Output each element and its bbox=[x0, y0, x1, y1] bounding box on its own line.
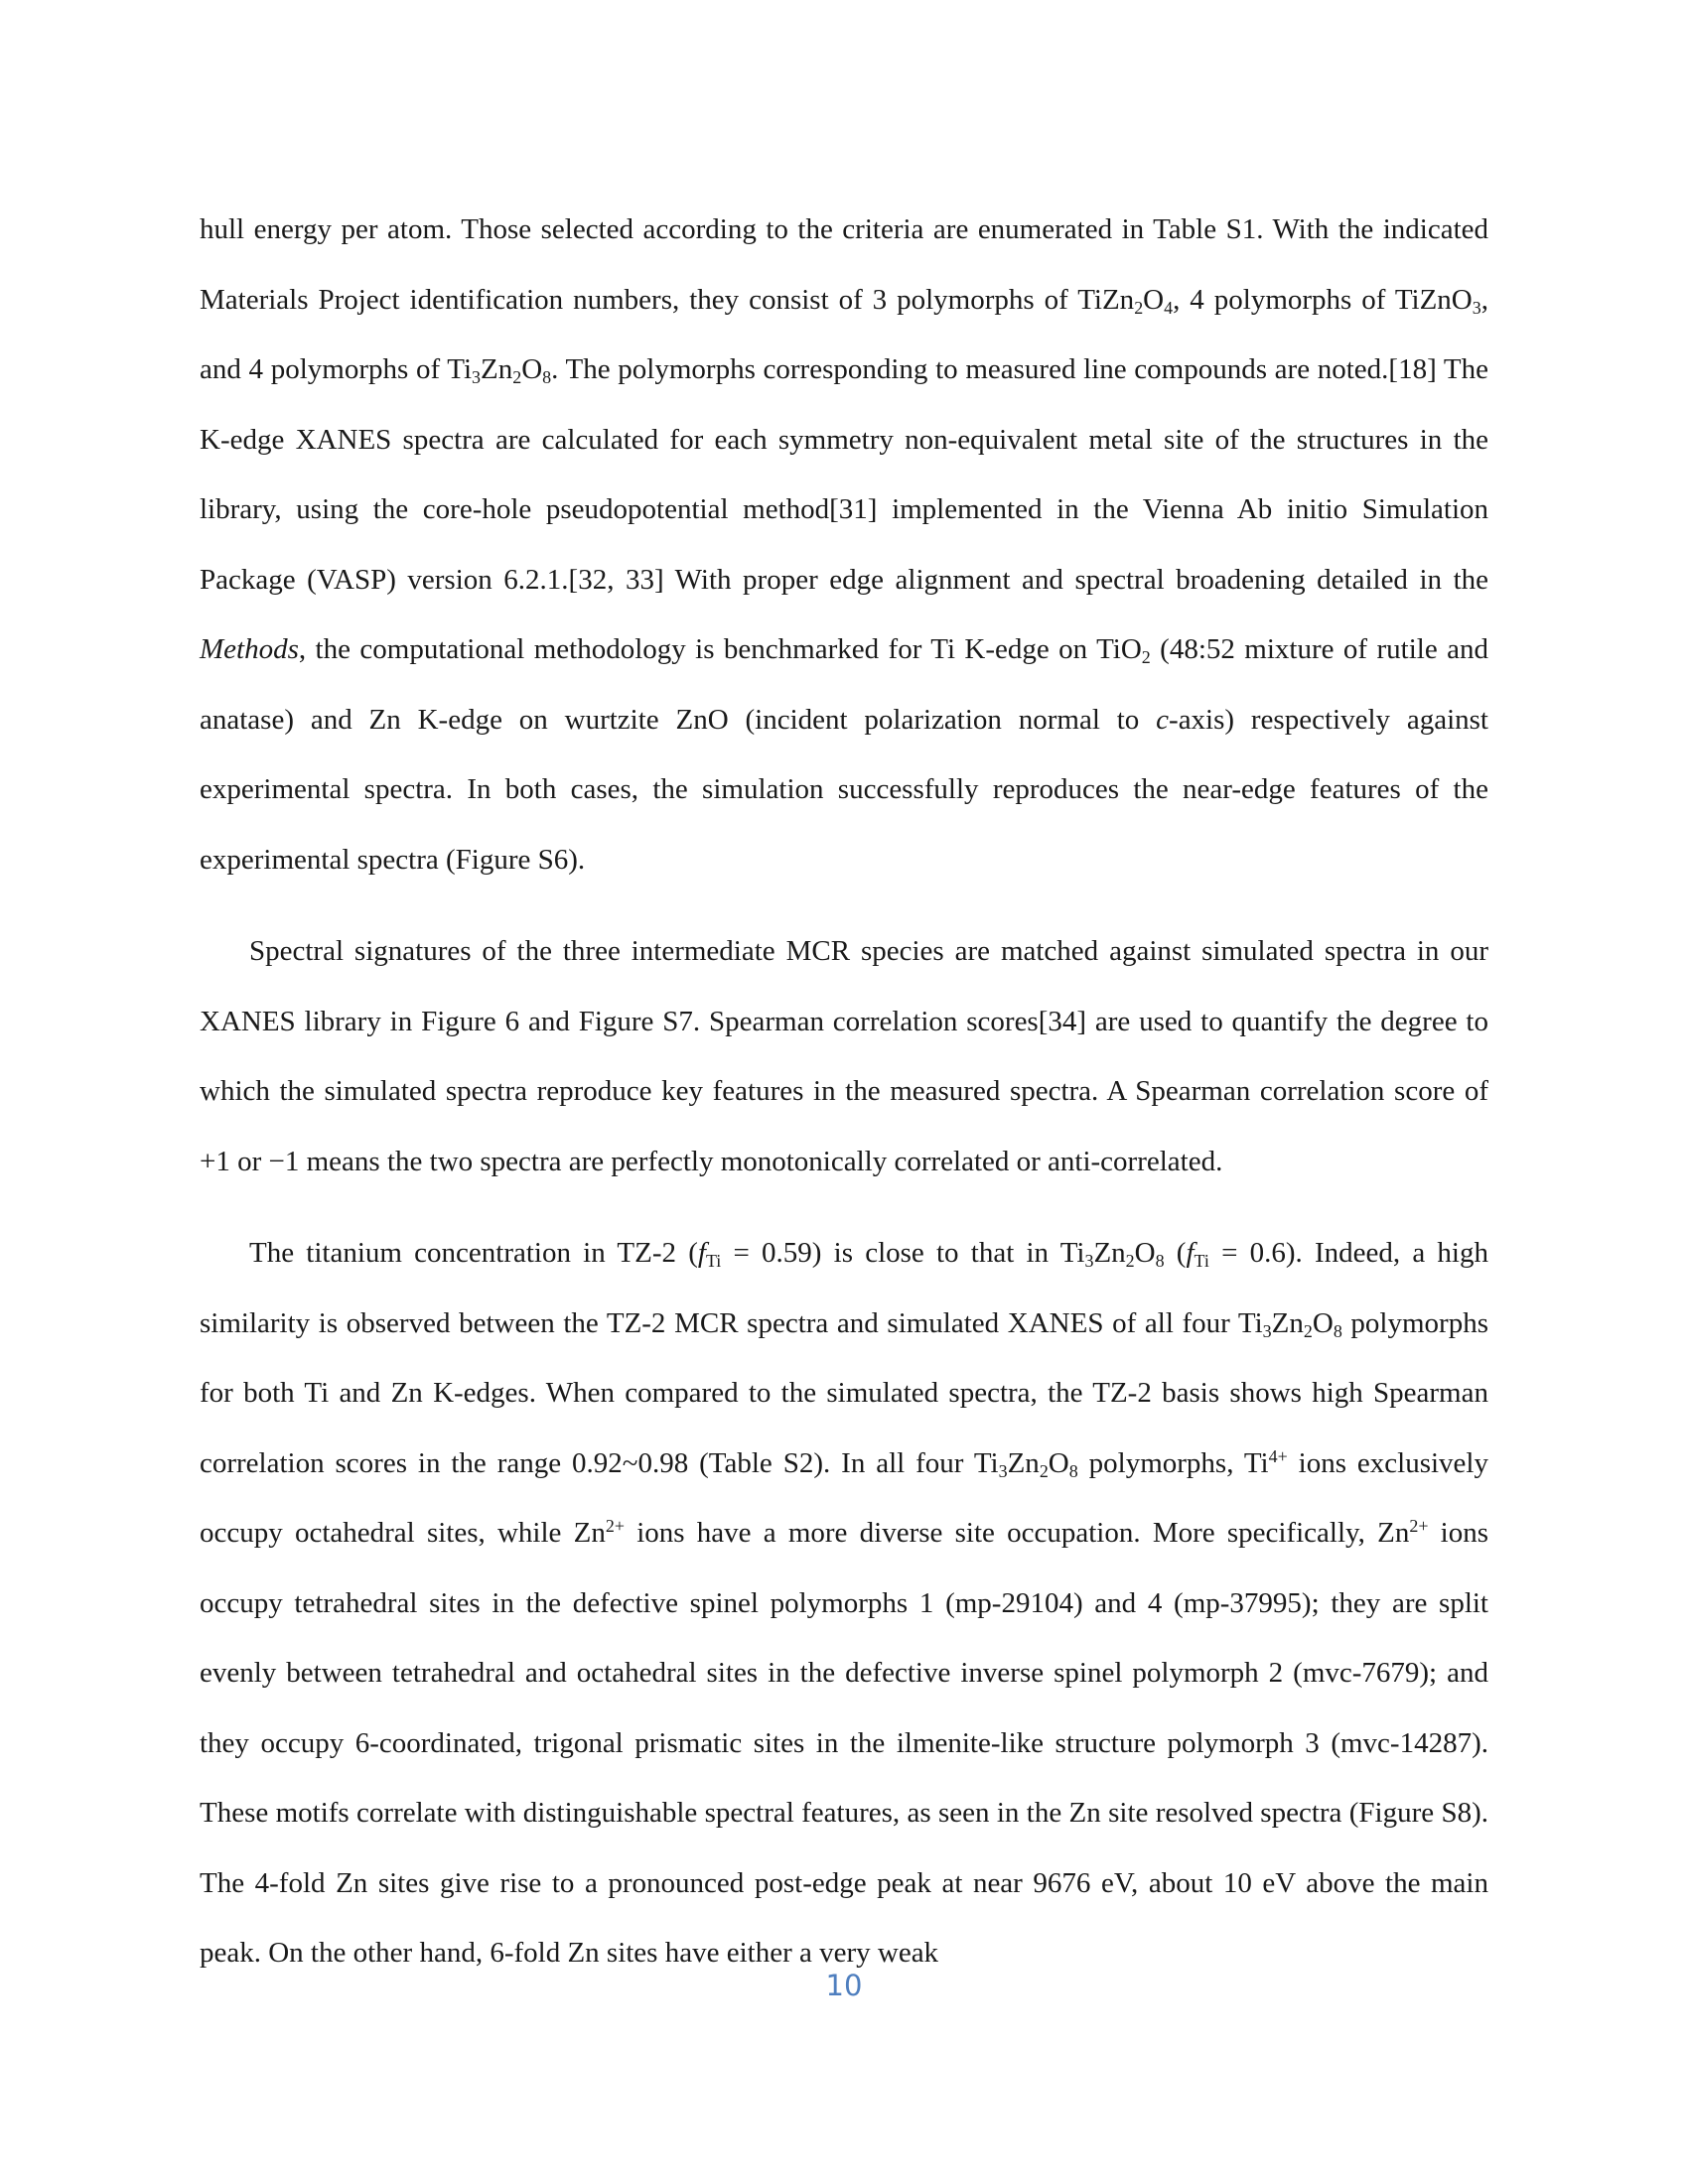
text-segment: 4 bbox=[1164, 297, 1174, 318]
text-segment: , 4 polymorphs of TiZnO bbox=[1173, 283, 1473, 316]
text-segment: = 0.59) is close to that in Ti bbox=[721, 1237, 1085, 1269]
text-segment: ions exclusively occupy octahedral sites, while Zn bbox=[200, 1446, 1488, 1549]
paragraph-1 bbox=[200, 195, 1488, 894]
text-segment: f bbox=[697, 1237, 706, 1269]
text-segment: 8 bbox=[542, 367, 552, 388]
text-segment: The titanium concentration in TZ-2 ( bbox=[249, 1237, 698, 1269]
text-segment: Zn bbox=[481, 353, 513, 385]
text-segment: 2 bbox=[1303, 1320, 1313, 1341]
text-segment: 3 bbox=[1472, 297, 1481, 318]
text-segment: 4+ bbox=[1268, 1445, 1288, 1466]
text-segment: O bbox=[1143, 283, 1165, 316]
text-segment: O bbox=[1134, 1237, 1156, 1269]
text-segment: 3 bbox=[1262, 1320, 1272, 1341]
text-segment: 2 bbox=[1125, 1251, 1135, 1272]
text-segment: ions occupy tetrahedral sites in the defective spinel polymorphs 1 (mp-29104) and 4 (mp-37995); they are split evenly between tetrahedral and octahedral sites in the defective inverse spinel polymorph 2 (mvc-7679); and they occupy 6-coordinated, trigonal prismatic sites in the ilmenite-like structure polymorph 3 (mvc-14287). These motifs correlate with distinguishable spectral features, as seen in the Zn site resolved spectra (Figure S8). The 4-fold Zn sites give rise to a pronounced post-edge peak at near 9676 eV, about 10 eV above the main peak. On the other hand, 6-fold Zn sites have either a very weak bbox=[200, 1517, 1489, 1969]
text-segment: , the computational methodology is benchmarked for Ti K-edge on TiO bbox=[298, 633, 1142, 665]
text-segment: Spectral signatures of the three intermediate MCR species are matched against simulated spectra in our XANES library in Figure 6 and Figure S7. Spearman correlation scores[34] are used to quantify the degree to which the simulated spectra reproduce key features in the measured spectra. A Spearman correlation score of +1 or −1 means the two spectra are perfectly monotonically correlated or anti-correlated. bbox=[200, 935, 1488, 1177]
text-segment: f bbox=[1186, 1237, 1195, 1269]
text-segment: Methods bbox=[200, 633, 299, 665]
text-segment: 2 bbox=[1134, 297, 1144, 318]
text-segment: ( bbox=[1164, 1237, 1187, 1269]
text-segment: . The polymorphs corresponding to measured line compounds are noted.[18] The K-edge XANES spectra are calculated for each symmetry non-equivalent metal site of the structures in the library, using the core-hole pseudopotential method[31] implemented in the Vienna Ab initio Simulation Package (VASP) version 6.2.1.[32, 33] With proper edge alignment and spectral broadening detailed in the bbox=[200, 353, 1488, 596]
text-segment: 2+ bbox=[605, 1516, 625, 1537]
text-segment: polymorphs, Ti bbox=[1077, 1446, 1269, 1479]
text-segment: -axis) respectively against experimental spectra. In both cases, the simulation successfully reproduces the near-edge features of the experimental spectra (Figure S6). bbox=[200, 703, 1488, 876]
text-segment: 2 bbox=[1141, 647, 1151, 668]
text-segment: polymorphs for both Ti and Zn K-edges. When compared to the simulated spectra, the TZ-2 basis shows high Spearman correlation scores in the range 0.92~0.98 (Table S2). In all four Ti bbox=[200, 1306, 1488, 1479]
page-number: 10 bbox=[825, 1969, 863, 2002]
text-segment: 8 bbox=[1155, 1251, 1165, 1272]
text-segment: 3 bbox=[1084, 1251, 1094, 1272]
text-segment: 3 bbox=[472, 367, 481, 388]
paragraph-3 bbox=[200, 1218, 1488, 1988]
text-segment: O bbox=[1048, 1446, 1069, 1479]
text-segment: Zn bbox=[1271, 1306, 1304, 1339]
text-segment: Zn bbox=[1007, 1446, 1040, 1479]
text-segment: (48:52 mixture of rutile and anatase) and Zn K-edge on wurtzite ZnO (incident polarization normal to bbox=[200, 633, 1488, 736]
text-segment: Ti bbox=[705, 1251, 722, 1272]
text-segment: c bbox=[1156, 703, 1170, 736]
page-body bbox=[200, 195, 1488, 1988]
text-segment: 8 bbox=[1068, 1460, 1078, 1481]
text-segment: 2 bbox=[1039, 1460, 1049, 1481]
text-segment: O bbox=[521, 353, 543, 385]
text-segment: Ti bbox=[1194, 1251, 1209, 1272]
text-segment: 8 bbox=[1333, 1320, 1342, 1341]
text-segment: hull energy per atom. Those selected according to the criteria are enumerated in Table S1. With the indicated Materials Project identification numbers, they consist of 3 polymorphs of TiZn bbox=[200, 213, 1488, 316]
paragraph-2 bbox=[200, 916, 1488, 1196]
text-segment: , and 4 polymorphs of Ti bbox=[200, 283, 1488, 385]
text-segment: ions have a more diverse site occupation. More specifically, Zn bbox=[624, 1517, 1410, 1549]
text-segment: 2+ bbox=[1409, 1516, 1429, 1537]
text-segment: 2 bbox=[512, 367, 522, 388]
text-segment: Zn bbox=[1093, 1237, 1126, 1269]
text-segment: O bbox=[1312, 1306, 1334, 1339]
text-segment: = 0.6). Indeed, a high similarity is observed between the TZ-2 MCR spectra and simulated XANES of all four Ti bbox=[200, 1237, 1488, 1339]
text-segment: 3 bbox=[998, 1460, 1008, 1481]
